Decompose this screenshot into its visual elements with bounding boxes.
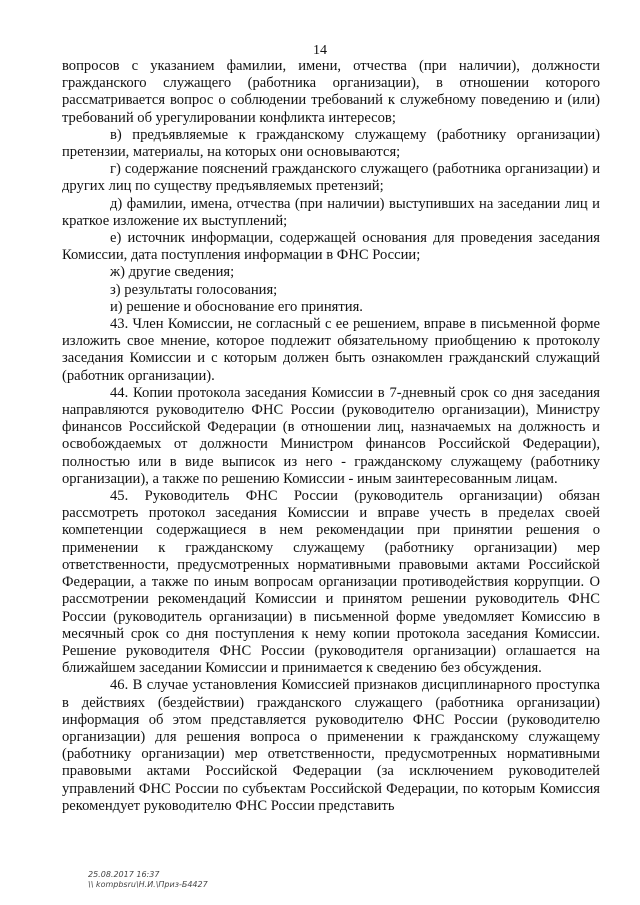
paragraph-item-i: и) решение и обоснование его принятия.	[110, 298, 363, 315]
paragraph-item-g: г) содержание пояснений гражданского служащего (работника организации) и других лиц по существу предъявляемых претензий;	[62, 161, 600, 195]
paragraph-item-v: в) предъявляемые к гражданскому служащему (работнику организации) претензии, материалы, на которых они основываются;	[62, 126, 600, 161]
paragraph-item-e: е) источник информации, содержащей основания для проведения заседания Комиссии, дата поступления информации в ФНС России;	[62, 230, 600, 264]
paragraph-item-z: з) результаты голосования;	[110, 281, 278, 298]
footer-date: 25.08.2017 16:37	[88, 870, 160, 879]
document-body	[62, 58, 600, 815]
paragraph-46: 46. В случае установления Комиссией признаков дисциплинарного проступка в действиях (бездействии) гражданского служащего (работника организации) информация об этом представляется руководителю ФНС России (руководителю организации) для решения вопроса о применении к гражданскому служащему (работнику организации) мер ответственности, предусмотренных нормативными правовыми актами Российской Федерации (за исключением руководителей управлений ФНС России по субъектам Российской Федерации, по которым Комиссия рекомендует руководителю ФНС России представить	[62, 677, 600, 814]
paragraph-44: 44. Копии протокола заседания Комиссии в 7-дневный срок со дня заседания направляются руководителю ФНС России (руководителю организации), Министру финансов Российской Федерации (в отношении лиц, назначаемых на должность и освобождаемых от должности Министром финансов Российской Федерации), полностью или в виде выписок из него - гражданскому служащему (работнику организации), а также по решению Комиссии - иным заинтересованным лицам.	[62, 384, 600, 487]
footer-path: \\ kompbsru\Н.И.\Приз-Б4427	[88, 880, 208, 889]
paragraph-item-d: д) фамилии, имена, отчества (при наличии) выступивших на заседании лиц и краткое изложение их выступлений;	[62, 195, 600, 229]
file-footer	[88, 870, 208, 890]
paragraph-continuation: вопросов с указанием фамилии, имени, отчества (при наличии), должности гражданского служащего (работника организации), в отношении которого рассматривается вопрос о соблюдении требований к служебному поведению и (или) требований об урегулировании конфликта интересов;	[62, 58, 600, 126]
paragraph-43: 43. Член Комиссии, не согласный с ее решением, вправе в письменной форме изложить свое мнение, которое подлежит обязательному приобщению к протоколу заседания Комиссии и с которым должен быть ознакомлен гражданский служащий (работник организации).	[62, 316, 600, 384]
paragraph-45: 45. Руководитель ФНС России (руководитель организации) обязан рассмотреть протокол заседания Комиссии и вправе учесть в пределах своей компетенции содержащиеся в нем рекомендации при принятии решения о применении к гражданскому служащему (работнику организации) мер ответственности, предусмотренных нормативными правовыми актами Российской Федерации, а также по иным вопросам организации противодействия коррупции. О рассмотрении рекомендаций Комиссии и принятом решении руководитель ФНС России (руководитель организации) в письменной форме уведомляет Комиссию в месячный срок со дня поступления к нему копии протокола заседания Комиссии. Решение руководителя ФНС России (руководителя организации) оглашается на ближайшем заседании Комиссии и принимается к сведению без обсуждения.	[62, 488, 600, 677]
paragraph-item-zh: ж) другие сведения;	[110, 264, 235, 281]
page-number: 14	[313, 43, 327, 58]
